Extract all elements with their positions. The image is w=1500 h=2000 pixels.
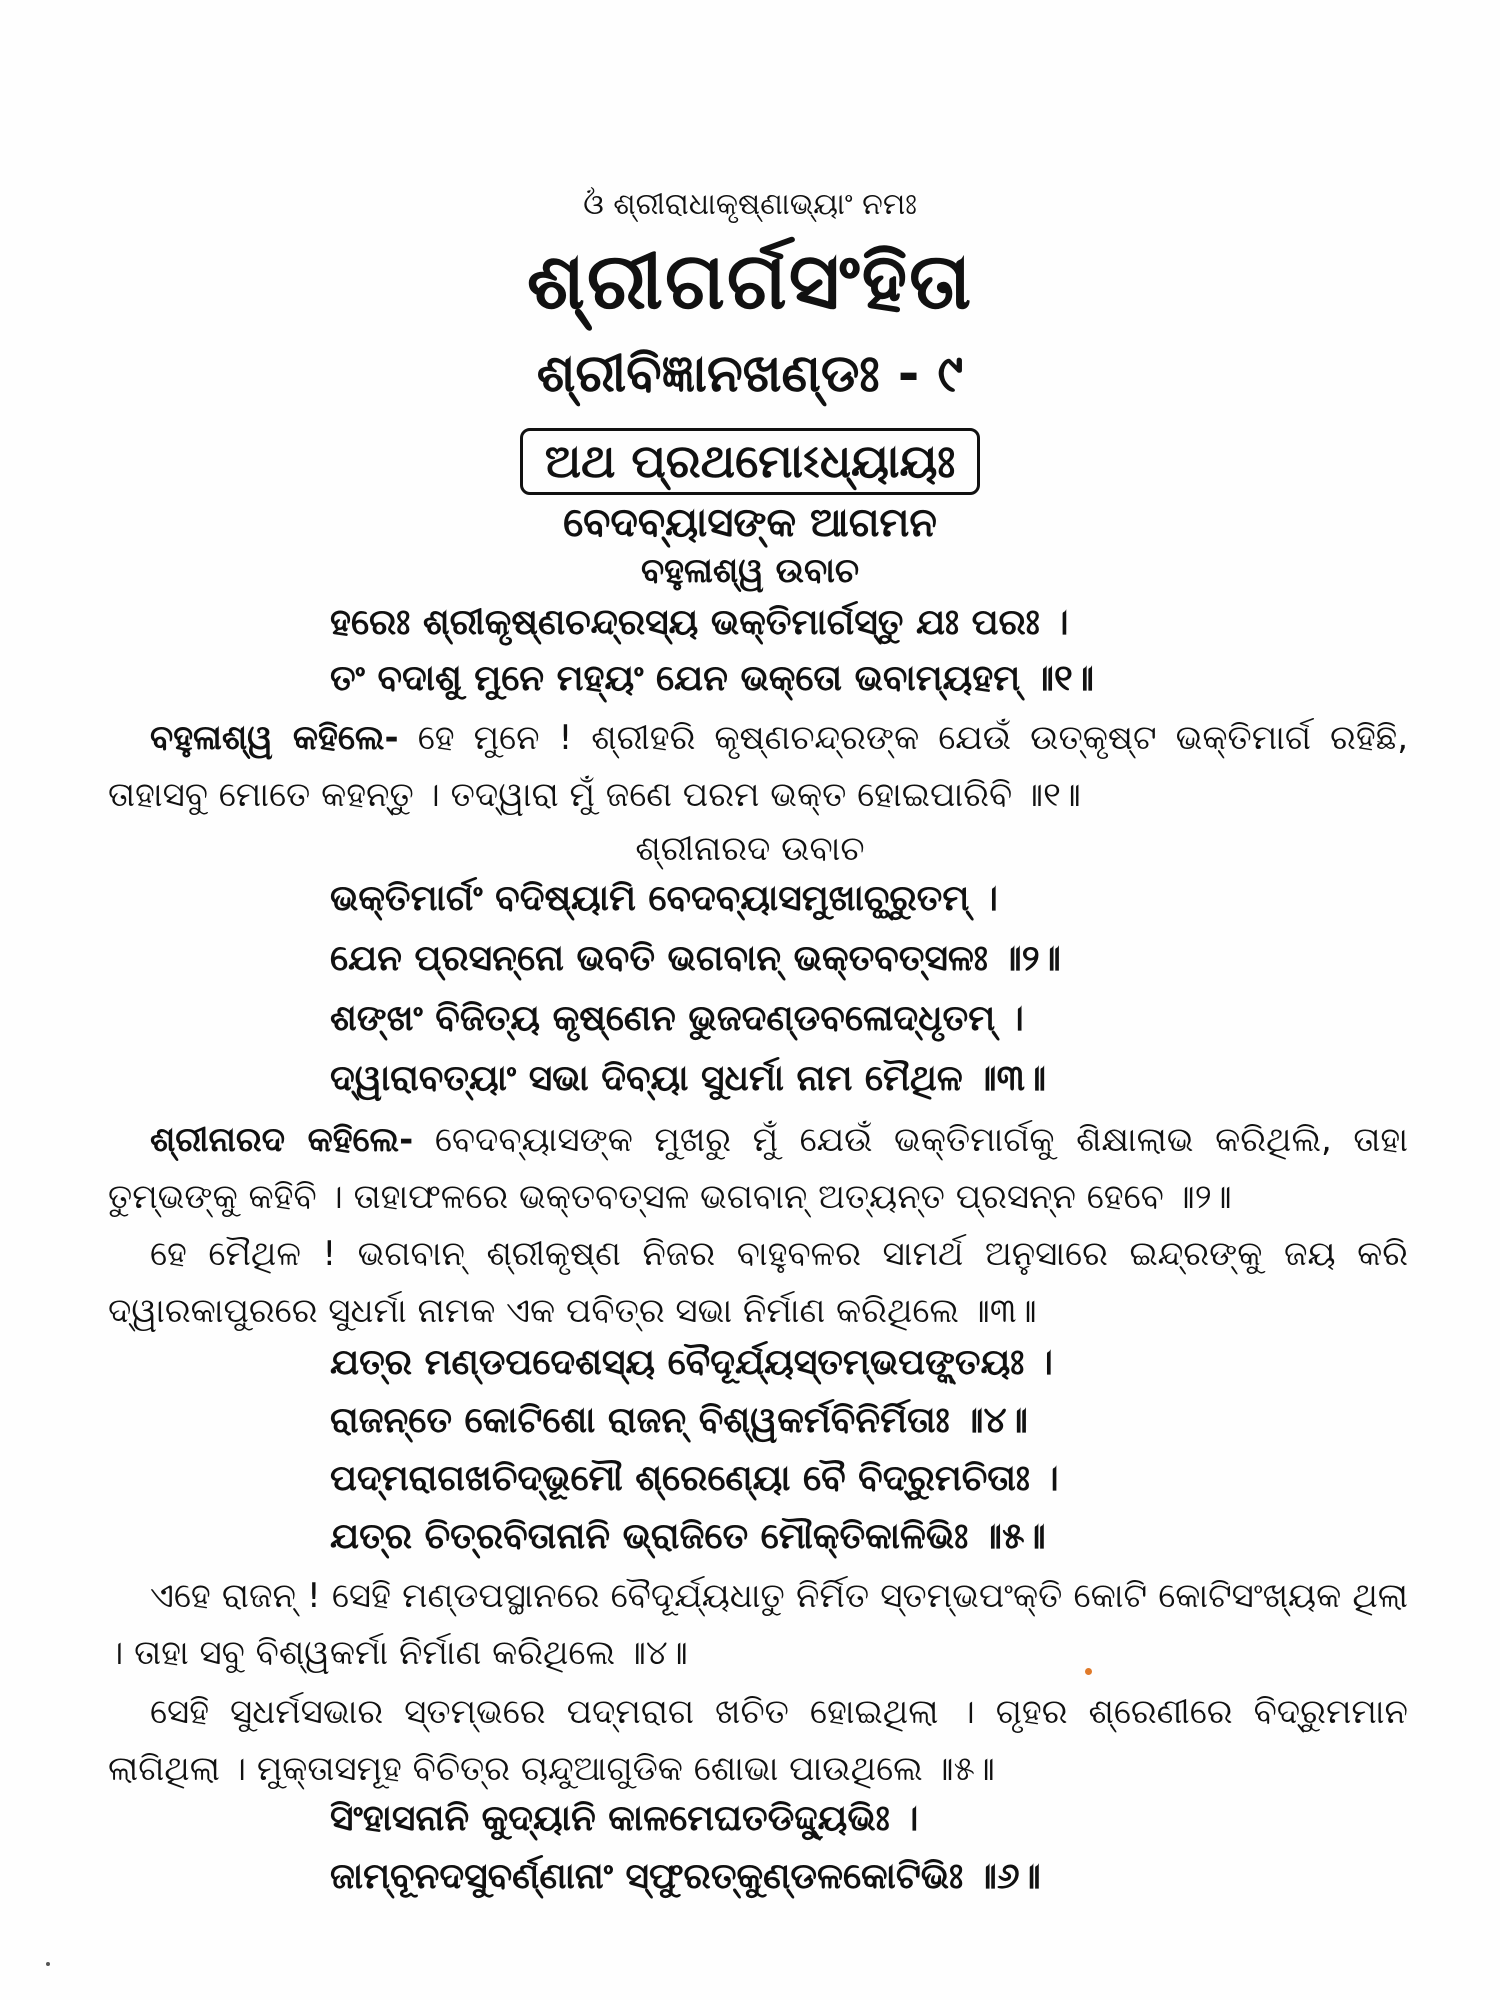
verse-line: ହରେଃ ଶ୍ରୀକୃଷ୍ଣଚନ୍ଦ୍ରସ୍ୟ ଭକ୍ତିମାର୍ଗସ୍ତୁ ଯଃ ପରଃ । <box>330 602 1069 643</box>
verse-line: ଶଙ୍ଖଂ ବିଜିତ୍ୟ କୃଷ୍ଣେନ ଭୁଜଦଣ୍ଡବଳୋଦ୍ଧୃତମ୍ । <box>330 998 1024 1039</box>
speaker-heading: ବହୁଳାଶ୍ୱ ଉବାଚ <box>640 551 860 591</box>
chapter-heading: ଅଥ ପ୍ରଥମୋଽଧ୍ୟାୟଃ <box>520 428 981 495</box>
verse-line: ପଦ୍ମରାଗଖଚିଦ୍‌ଭୂମୌ ଶ୍ରେଣ୍ୟୋ ବୈ ବିଦ୍ରୁମଚିତାଃ । <box>330 1458 1059 1499</box>
scan-speck <box>1085 1668 1092 1675</box>
prose-text: ସେହି ସୁଧର୍ମସଭାର ସ୍ତମ୍ଭରେ ପଦ୍ମରାଗ ଖଚିତ ହୋଇଥିଲା । ଗୃହର ଶ୍ରେଣୀରେ ବିଦ୍ରୁମମାନ ଲାଗିଥିଲା । ମୁକ୍ତାସମୂହ ବିଚିତ୍ର ଚାନ୍ଦୁଆଗୁଡିକ ଶୋଭା ପାଉଥିଲେ ॥୫॥ <box>108 1692 1408 1789</box>
verse-line: ରାଜନ୍ତେ କୋଟିଶୋ ରାଜନ୍ ବିଶ୍ୱକର୍ମବିନିର୍ମିତାଃ ॥୪॥ <box>330 1400 1028 1441</box>
prose-text: ବେଦବ୍ୟାସଙ୍କ ମୁଖରୁ ମୁଁ ଯେଉଁ ଭକ୍ତିମାର୍ଗକୁ ଶିକ୍ଷାଲାଭ କରିଥିଲି, ତାହା ତୁମ୍ଭଙ୍କୁ କହିବି । ତାହାଫଳରେ ଭକ୍ତବତ୍ସଳ ଭଗବାନ୍ ଅତ୍ୟନ୍ତ ପ୍ରସନ୍ନ ହେବେ ॥୨॥ <box>108 1120 1408 1217</box>
prose-lead: ଶ୍ରୀନାରଦ କହିଲେ- <box>150 1120 414 1160</box>
prose-paragraph <box>108 1684 1408 1798</box>
prose-text: ହେ ମୁନେ ! ଶ୍ରୀହରି କୃଷ୍ଣଚନ୍ଦ୍ରଙ୍କ ଯେଉଁ ଉତ୍କୃଷ୍ଟ ଭକ୍ତିମାର୍ଗ ରହିଛି, ତାହାସବୁ ମୋତେ କହନ୍ତୁ । ତଦ୍ୱାରା ମୁଁ ଜଣେ ପରମ ଭକ୍ତ ହୋଇପାରିବି ॥୧॥ <box>108 718 1409 815</box>
khanda-heading: ଶ୍ରୀବିଜ୍ଞାନଖଣ୍ଡଃ - ୯ <box>536 344 964 404</box>
verse-line: ଯେନ ପ୍ରସନ୍ନୋ ଭବତି ଭଗବାନ୍ ଭକ୍ତବତ୍ସଳଃ ॥୨॥ <box>330 938 1061 979</box>
prose-paragraph <box>108 1112 1408 1226</box>
prose-text: ହେ ମୈଥିଳ ! ଭଗବାନ୍ ଶ୍ରୀକୃଷ୍ଣ ନିଜର ବାହୁବଳର ସାମର୍ଥ ଅନୁସାରେ ଇନ୍ଦ୍ରଙ୍କୁ ଜୟ କରି ଦ୍ୱାରକାପୁରରେ ସୁଧର୍ମା ନାମକ ଏକ ପବିତ୍ର ସଭା ନିର୍ମାଣ କରିଥିଲେ ॥୩॥ <box>108 1234 1408 1331</box>
prose-paragraph <box>108 1226 1408 1340</box>
verse-line: ସିଂହାସନାନି କୁଦ୍ୟାନି କାଳମେଘତଡିଦ୍ଦ୍ୟୁଭିଃ । <box>330 1798 919 1839</box>
verse-line: ତଂ ବଦାଶୁ ମୁନେ ମହ୍ୟଂ ଯେନ ଭକ୍ତୋ ଭବାମ୍ୟହମ୍ ॥୧॥ <box>330 658 1095 699</box>
chapter-subtitle: ବେଦବ୍ୟାସଙ୍କ ଆଗମନ <box>563 500 937 546</box>
prose-text: ଏହେ ରାଜନ୍ ! ସେହି ମଣ୍ଡପସ୍ଥାନରେ ବୈଦୂର୍ଯ୍ୟଧାତୁ ନିର୍ମିତ ସ୍ତମ୍ଭପଂକ୍ତି କୋଟି କୋଟିସଂଖ୍ୟକ ଥିଲା । ତାହା ସବୁ ବିଶ୍ୱକର୍ମା ନିର୍ମାଣ କରିଥିଲେ ॥୪॥ <box>108 1576 1408 1673</box>
verse-line: ଜାମ୍ବୂନଦସୁବର୍ଣ୍ଣାନାଂ ସ୍ଫୁରତ୍‌କୁଣ୍ଡଳକୋଟିଭିଃ ॥୬॥ <box>330 1856 1041 1897</box>
verse-line: ଭକ୍ତିମାର୍ଗଂ ବଦିଷ୍ୟାମି ବେଦବ୍ୟାସମୁଖାଚ୍ଛ୍ରୁତମ୍ । <box>330 878 998 919</box>
prose-paragraph <box>108 1568 1408 1682</box>
verse-line: ଯତ୍ର ଚିତ୍ରବିତାନାନି ଭ୍ରାଜିତେ ମୌକ୍ତିକାଳିଭିଃ ॥୫॥ <box>330 1516 1046 1557</box>
page-title: ଶ୍ରୀଗର୍ଗସଂହିତା <box>526 237 974 327</box>
chapter-heading-wrap <box>0 428 1500 495</box>
scan-speck <box>46 1962 50 1966</box>
verse-line: ଦ୍ୱାରାବତ୍ୟାଂ ସଭା ଦିବ୍ୟା ସୁଧର୍ମା ନାମ ମୈଥିଳ ॥୩॥ <box>330 1058 1047 1099</box>
invocation: ଓଁ ଶ୍ରୀରାଧାକୃଷ୍ଣାଭ୍ୟାଂ ନମଃ <box>583 187 917 222</box>
prose-lead: ବହୁଳାଶ୍ୱ କହିଲେ- <box>150 718 399 758</box>
verse-line: ଯତ୍ର ମଣ୍ଡପଦେଶସ୍ୟ ବୈଦୂର୍ଯ୍ୟସ୍ତମ୍ଭପଙ୍କ୍ତୟଃ । <box>330 1342 1054 1383</box>
prose-paragraph <box>108 710 1408 824</box>
speaker-heading: ଶ୍ରୀନାରଦ ଉବାଚ <box>635 829 865 869</box>
